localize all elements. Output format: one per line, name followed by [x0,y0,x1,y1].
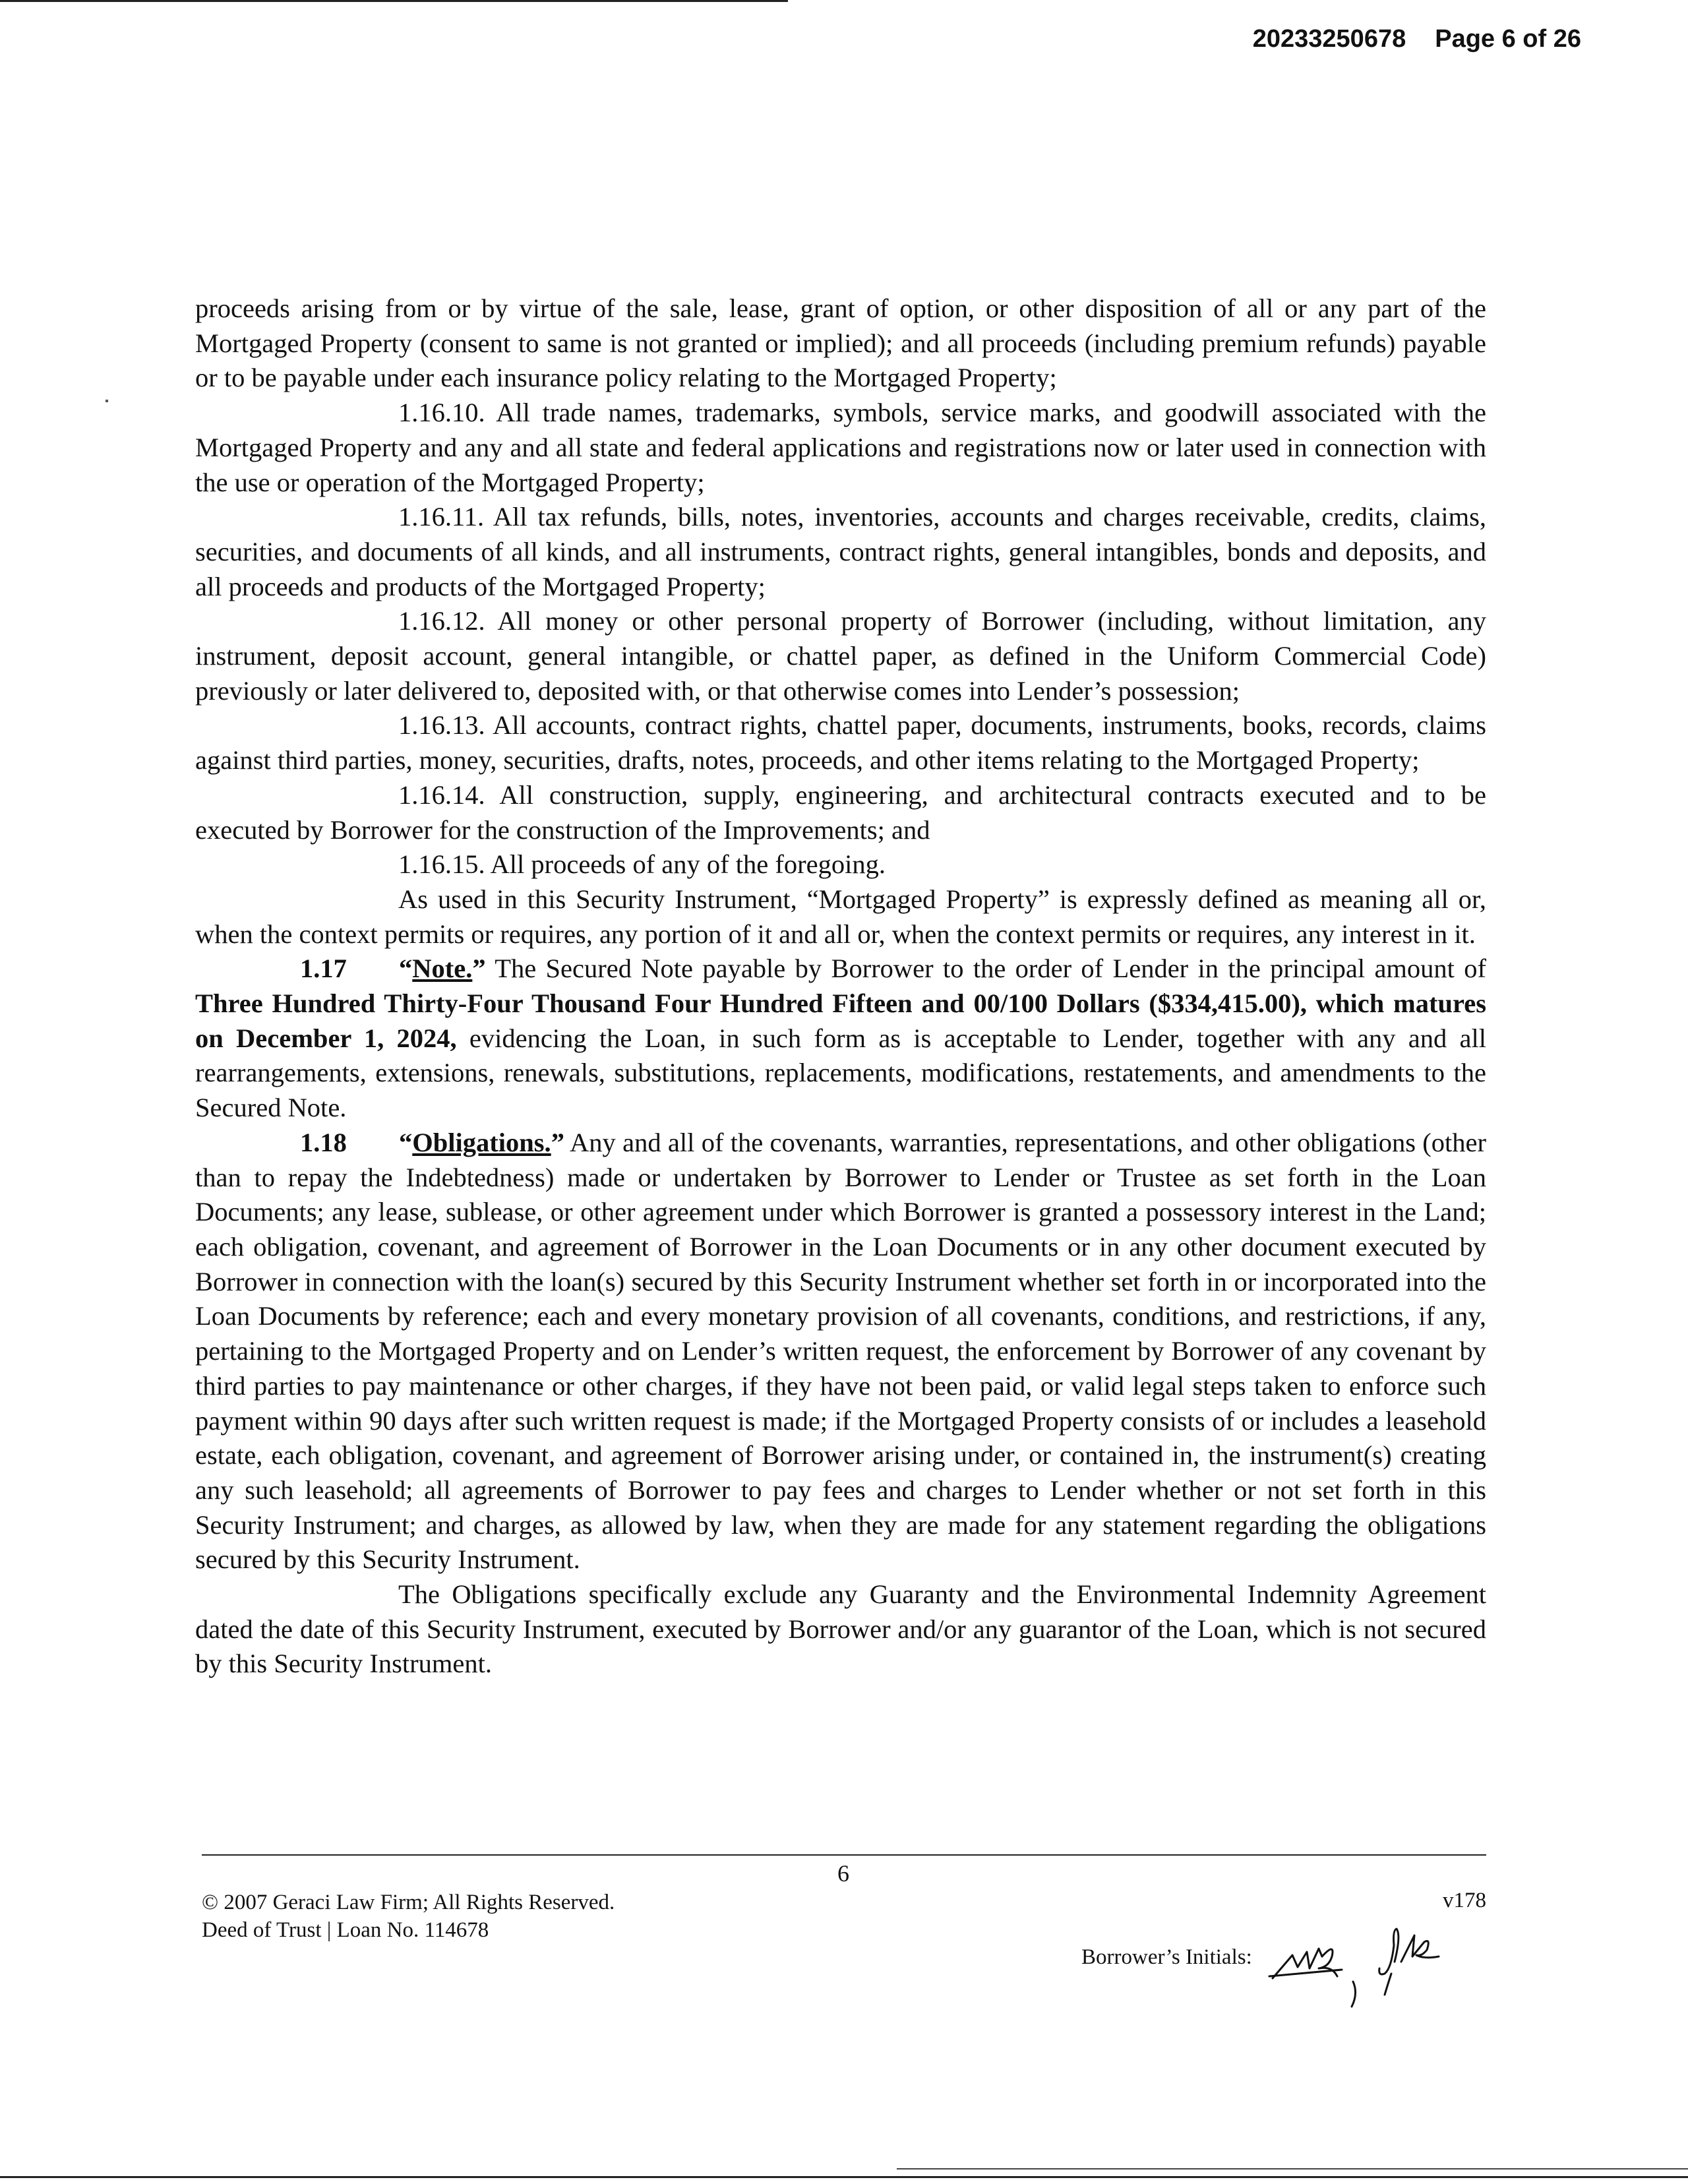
section-number: 1.17 [300,954,347,984]
document-loan-line: Deed of Trust | Loan No. 114678 [202,1918,489,1942]
paragraph-obligations-exclusion: The Obligations specifically exclude any Guaranty and the Environmental Indemnity Agreement dated the date of this Security Instrument, executed by Borrower and/or any guarantor of the Loan, which is not secured by this Security Instrument. [195,1579,1486,1679]
loan-amount-bold: Three Hundred Thirty-Four Thousand Four Hundred Fifteen and 00/100 Dollars ($334,415.00), which matures on December 1, 2024, [195,988,1486,1053]
paragraph-1-16-13: 1.16.13. All accounts, contract rights, chattel paper, documents, instruments, books, records, claims against third parties, money, securities, drafts, notes, proceeds, and other items relating to the Mortgaged Property; [195,710,1486,775]
footer-page-number: 6 [837,1860,849,1887]
paragraph-1-16-11: 1.16.11. All tax refunds, bills, notes, inventories, accounts and charges receivable, credits, claims, securities, and documents of all kinds, and all instruments, contract rights, general intangibles, bonds and deposits, and all proceeds and products of the Mortgaged Property; [195,502,1486,601]
page-indicator: Page 6 of 26 [1435,25,1581,53]
document-header [1253,25,1581,53]
handwritten-initials-signature [1266,1916,1503,2008]
scan-edge-bottom-inner [897,2168,1688,2169]
copyright-line: © 2007 Geraci Law Firm; All Rights Reserved. [202,1891,615,1914]
section-1-18 [195,1126,1486,1577]
footer-divider [202,1854,1486,1856]
document-number: 20233250678 [1252,25,1406,53]
paragraph-1-16-12: 1.16.12. All money or other personal property of Borrower (including, without limitation, any instrument, deposit account, general intangible, or chattel paper, as defined in the Uniform Commercial Code) previously or later delivered to, deposited with, or that otherwise comes into Lender’s possession; [195,606,1486,706]
paragraph-1-16-14: 1.16.14. All construction, supply, engineering, and architectural contracts executed and to be executed by Borrower for the construction of the Improvements; and [195,779,1486,845]
section-text: The Secured Note payable by Borrower to the order of Lender in the principal amount of [485,954,1486,984]
section-number: 1.18 [300,1127,347,1157]
section-text: evidencing the Loan, in such form as is acceptable to Lender, together with any and all rearrangements, extensions, renewals, substitutions, replacements, modifications, restatements, and amendments to the Secured Note. [195,1023,1486,1123]
paragraph-mortgaged-property-definition: As used in this Security Instrument, “Mortgaged Property” is expressly defined as meaning all or, when the context permits or requires, any portion of it and all or, when the context permits or requires, any interest in it. [195,884,1486,949]
paragraph-proceeds-continued: proceeds arising from or by virtue of the sale, lease, grant of option, or other disposition of all or any part of the Mortgaged Property (consent to same is not granted or implied); and all proceeds (including premium refunds) payable or to be payable under each insurance policy relating to the Mortgaged Property; [195,293,1486,393]
section-1-17 [195,952,1486,1126]
scan-edge-top [0,0,788,2]
version-label: v178 [1443,1889,1486,1912]
section-text: Any and all of the covenants, warranties, representations, and other obligations (other than to repay the Indebtedness) made or undertaken by Borrower to Lender or Trustee as set forth in the Loan Documents; any lease, sublease, or other agreement under which Borrower is granted a possessory interest in the Land; each obligation, covenant, and agreement of Borrower in the Loan Documents or in any other document executed by Borrower in connection with the loan(s) secured by this Security Instrument whether set forth in or incorporated into the Loan Documents by reference; each and every monetary provision of all covenants, conditions, and restrictions, if any, pertaining to the Mortgaged Property and on Lender’s written request, the enforcement by Borrower of any covenant by third parties to pay maintenance or other charges, if they have not been paid, or valid legal steps taken to enforce such payment within 90 days after such written request is made; if the Mortgaged Property consists of or includes a leasehold estate, each obligation, covenant, and agreement of Borrower arising under, or contained in, the instrument(s) creating any such leasehold; all agreements of Borrower to pay fees and charges to Lender whether or not set forth in this Security Instrument; and charges, as allowed by law, when they are made for any statement regarding the obligations secured by this Security Instrument. [195,1127,1486,1575]
paragraph-1-16-15: 1.16.15. All proceeds of any of the foregoing. [398,849,886,880]
scan-artifact [106,400,108,402]
document-body [195,291,1486,1682]
paragraph-1-16-10: 1.16.10. All trade names, trademarks, symbols, service marks, and goodwill associated with the Mortgaged Property and any and all state and federal applications and registrations now or later used in connection with the use or operation of the Mortgaged Property; [195,398,1486,497]
footer-copyright-block [202,1889,615,1944]
section-title: “Obligations.” [399,1127,564,1157]
section-title: “Note.” [399,954,486,984]
borrower-initials-label: Borrower’s Initials: [1081,1945,1252,1969]
scan-edge-bottom [0,2176,1688,2178]
